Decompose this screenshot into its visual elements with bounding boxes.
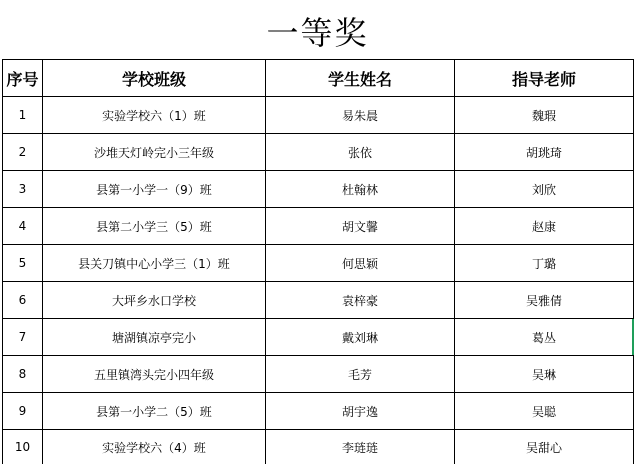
sheet-title: 一等奖 bbox=[266, 14, 369, 52]
table-row bbox=[3, 134, 634, 171]
cell-student[interactable]: 何思颖 bbox=[266, 245, 455, 282]
table-row bbox=[3, 356, 634, 393]
cell-student[interactable]: 张依 bbox=[266, 134, 455, 171]
cell-teacher[interactable]: 葛丛 bbox=[455, 319, 634, 356]
cell-school[interactable]: 县第二小学三（5）班 bbox=[43, 208, 266, 245]
cell-teacher[interactable]: 刘欣 bbox=[455, 171, 634, 208]
cell-school[interactable]: 实验学校六（4）班 bbox=[43, 430, 266, 465]
cell-student[interactable]: 胡文馨 bbox=[266, 208, 455, 245]
table-row bbox=[3, 171, 634, 208]
cell-school[interactable]: 县第一小学二（5）班 bbox=[43, 393, 266, 430]
cell-no[interactable]: 6 bbox=[3, 282, 43, 319]
header-cell-school[interactable]: 学校班级 bbox=[43, 60, 266, 97]
cell-no[interactable]: 7 bbox=[3, 319, 43, 356]
header-cell-student[interactable]: 学生姓名 bbox=[266, 60, 455, 97]
cell-teacher[interactable]: 吴甜心 bbox=[455, 430, 634, 465]
table-row bbox=[3, 245, 634, 282]
awards-table bbox=[2, 59, 634, 464]
cell-school[interactable]: 实验学校六（1）班 bbox=[43, 97, 266, 134]
cell-no[interactable]: 10 bbox=[3, 430, 43, 465]
cell-no[interactable]: 5 bbox=[3, 245, 43, 282]
cell-school[interactable]: 大坪乡水口学校 bbox=[43, 282, 266, 319]
cell-teacher[interactable]: 吴雅倩 bbox=[455, 282, 634, 319]
table-row bbox=[3, 208, 634, 245]
cell-student[interactable]: 毛芳 bbox=[266, 356, 455, 393]
table-row bbox=[3, 393, 634, 430]
cell-teacher[interactable]: 胡珧琦 bbox=[455, 134, 634, 171]
header-row bbox=[3, 60, 634, 97]
cell-no[interactable]: 8 bbox=[3, 356, 43, 393]
cell-teacher[interactable]: 魏瑕 bbox=[455, 97, 634, 134]
cell-school[interactable]: 县关刀镇中心小学三（1）班 bbox=[43, 245, 266, 282]
header-cell-no[interactable]: 序号 bbox=[3, 60, 43, 97]
cell-no[interactable]: 2 bbox=[3, 134, 43, 171]
selection-edge-marker bbox=[632, 319, 634, 355]
cell-student[interactable]: 易朱晨 bbox=[266, 97, 455, 134]
table-row bbox=[3, 430, 634, 465]
cell-no[interactable]: 1 bbox=[3, 97, 43, 134]
cell-teacher[interactable]: 丁璐 bbox=[455, 245, 634, 282]
cell-no[interactable]: 9 bbox=[3, 393, 43, 430]
header-cell-teacher[interactable]: 指导老师 bbox=[455, 60, 634, 97]
cell-student[interactable]: 杜翰林 bbox=[266, 171, 455, 208]
cell-teacher[interactable]: 赵康 bbox=[455, 208, 634, 245]
table-row bbox=[3, 319, 634, 356]
cell-no[interactable]: 3 bbox=[3, 171, 43, 208]
cell-school[interactable]: 县第一小学一（9）班 bbox=[43, 171, 266, 208]
cell-student[interactable]: 戴刘琳 bbox=[266, 319, 455, 356]
cell-student[interactable]: 袁梓豪 bbox=[266, 282, 455, 319]
cell-school[interactable]: 五里镇湾头完小四年级 bbox=[43, 356, 266, 393]
cell-teacher[interactable]: 吴琳 bbox=[455, 356, 634, 393]
table-row bbox=[3, 282, 634, 319]
cell-student[interactable]: 胡宇逸 bbox=[266, 393, 455, 430]
cell-teacher[interactable]: 吴聪 bbox=[455, 393, 634, 430]
table-row bbox=[3, 97, 634, 134]
cell-student[interactable]: 李琏琏 bbox=[266, 430, 455, 465]
cell-school[interactable]: 塘湖镇凉亭完小 bbox=[43, 319, 266, 356]
cell-school[interactable]: 沙堆天灯岭完小三年级 bbox=[43, 134, 266, 171]
cell-no[interactable]: 4 bbox=[3, 208, 43, 245]
